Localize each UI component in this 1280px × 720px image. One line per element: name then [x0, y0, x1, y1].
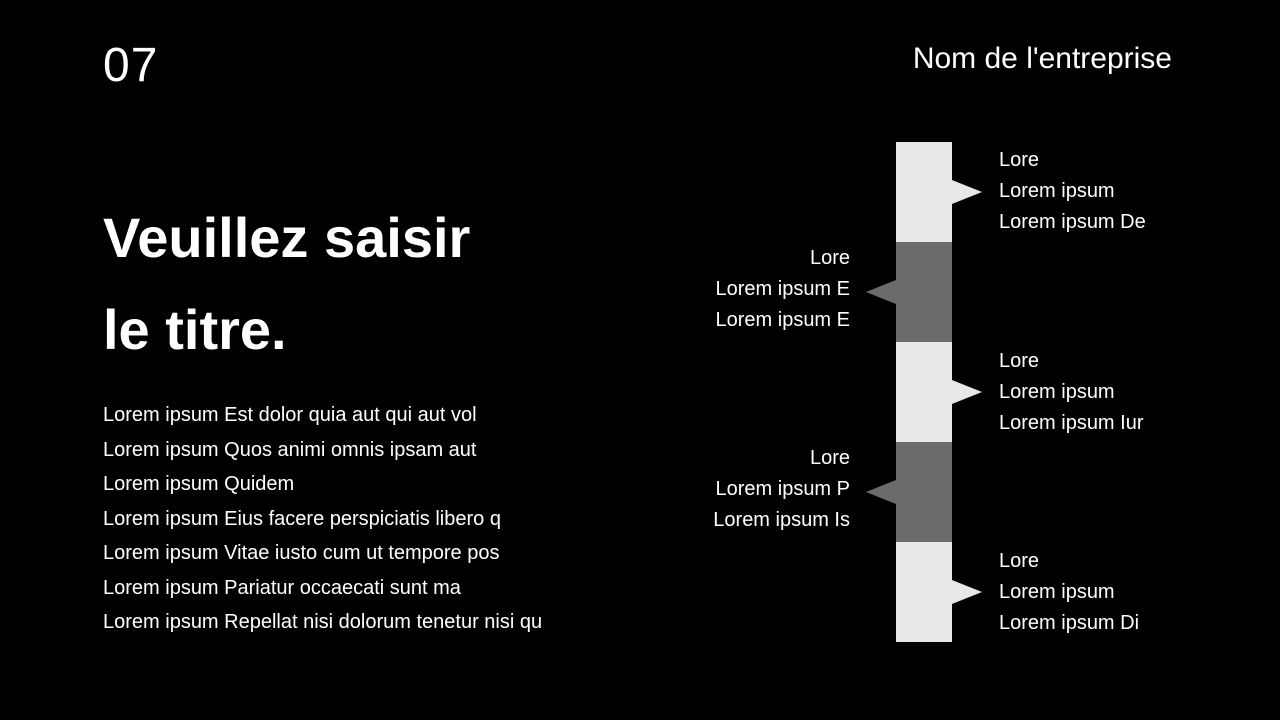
timeline-segment-1 [896, 142, 952, 242]
arrow-right-icon [952, 180, 982, 204]
timeline-label-line: Lorem ipsum Di [999, 612, 1140, 634]
timeline-label-line: Lorem ipsum [999, 581, 1115, 603]
slide-title [103, 192, 470, 376]
arrow-left-icon [866, 280, 896, 304]
body-line: Lorem ipsum Vitae iusto cum ut tempore pos [103, 542, 500, 564]
timeline-label-line: Lorem ipsum E [715, 278, 850, 300]
body-line: Lorem ipsum Quidem [103, 473, 295, 495]
body-line: Lorem ipsum Eius facere perspiciatis libero q [103, 507, 501, 530]
arrow-right-icon [952, 380, 982, 404]
timeline-segment-3 [896, 342, 952, 442]
slide-number: 07 [103, 39, 159, 92]
timeline-label-heading: Lore [809, 247, 850, 269]
timeline-segment-2 [896, 242, 952, 342]
timeline-label-line: Lorem ipsum Is [713, 509, 850, 531]
timeline-label-line: Lorem ipsum De [999, 211, 1146, 233]
timeline-segment-4 [896, 442, 952, 542]
timeline-label-1 [999, 145, 1146, 238]
timeline-label-heading: Lore [999, 350, 1040, 372]
body-line: Lorem ipsum Repellat nisi dolorum tenetur nisi qu [103, 611, 543, 633]
slide-title-line-2: le titre. [103, 298, 287, 361]
timeline-label-line: Lorem ipsum [999, 381, 1115, 403]
timeline-label-line: Lorem ipsum E [715, 309, 850, 331]
timeline-label-heading: Lore [999, 149, 1040, 171]
body-line: Lorem ipsum Quos animi omnis ipsam aut [103, 438, 477, 461]
timeline-segment-5 [896, 542, 952, 642]
arrow-right-icon [952, 580, 982, 604]
timeline-label-5 [999, 546, 1139, 639]
timeline-label-3 [999, 346, 1144, 439]
timeline-label-line: Lorem ipsum P [715, 478, 850, 500]
body-line: Lorem ipsum Pariatur occaecati sunt ma [103, 576, 461, 599]
company-name: Nom de l'entreprise [912, 42, 1172, 75]
timeline-bar [896, 142, 952, 642]
timeline-label-2 [716, 243, 851, 336]
timeline-label-line: Lorem ipsum Iur [999, 412, 1144, 434]
timeline-label-heading: Lore [809, 447, 850, 469]
timeline-label-line: Lorem ipsum [999, 180, 1115, 202]
slide-title-line-1: Veuillez saisir [103, 206, 471, 269]
timeline-label-4 [713, 443, 850, 536]
timeline-label-heading: Lore [999, 550, 1040, 572]
arrow-left-icon [866, 480, 896, 504]
body-text [103, 398, 542, 640]
body-line: Lorem ipsum Est dolor quia aut qui aut vol [103, 404, 477, 426]
